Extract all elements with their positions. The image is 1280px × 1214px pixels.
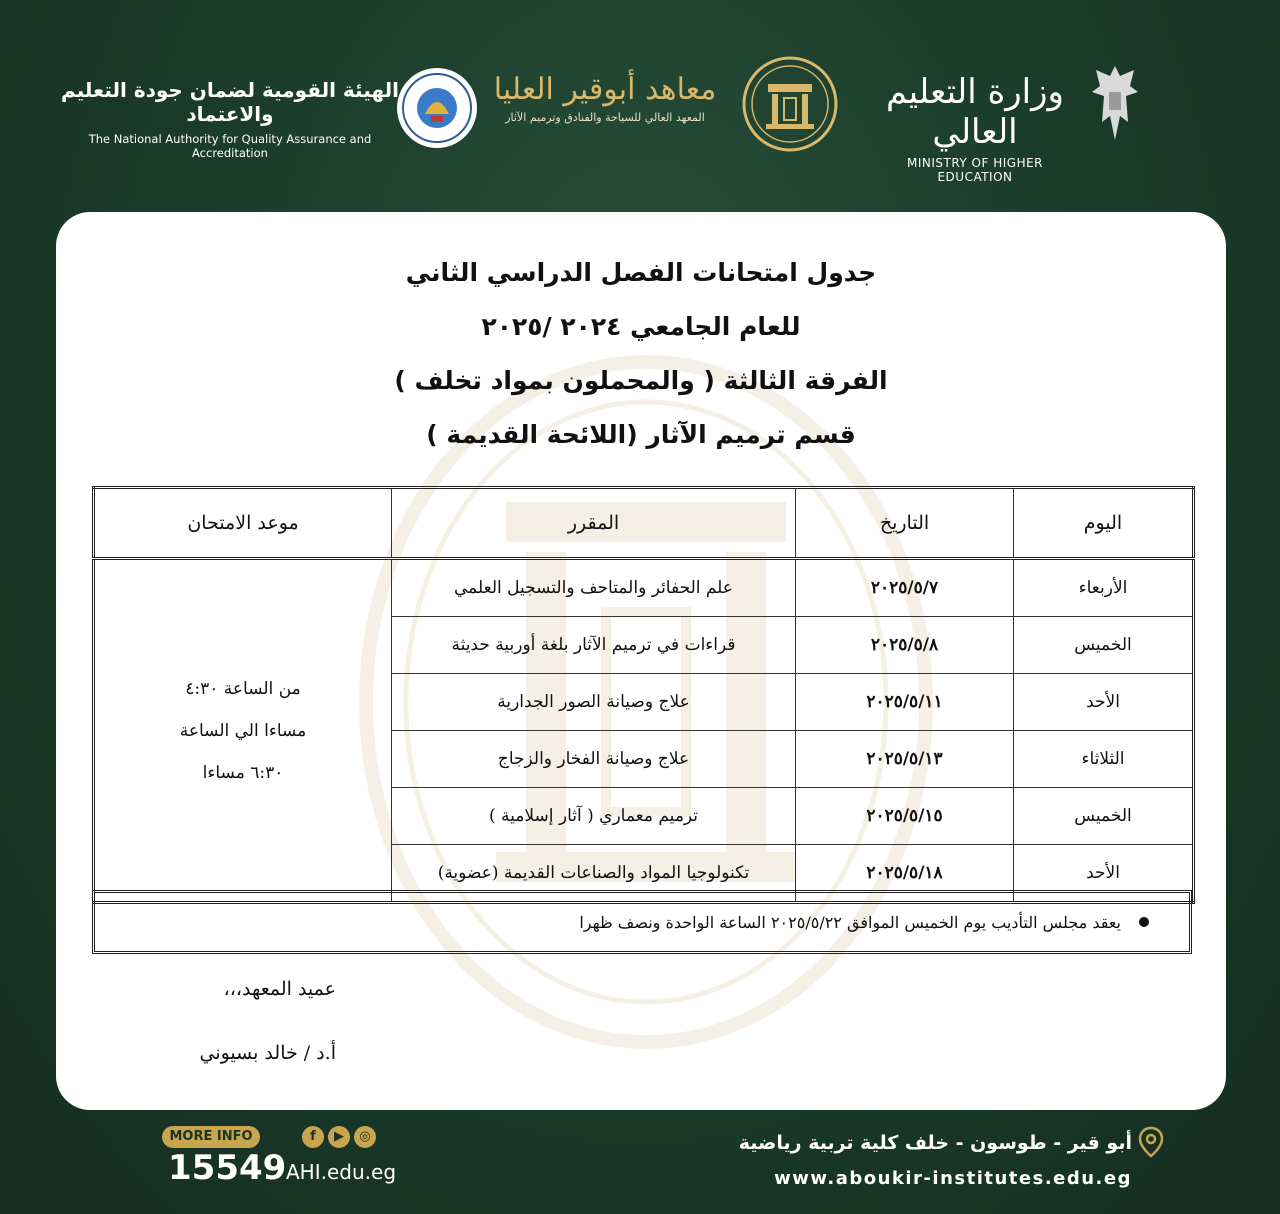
instagram-icon[interactable]: ◎ — [354, 1126, 376, 1148]
note-text: يعقد مجلس التأديب يوم الخميس الموافق ٢٠٢٥/٥/٢٢ الساعة الواحدة ونصف ظهرا — [579, 912, 1121, 932]
title-line-2: للعام الجامعي ٢٠٢٤ /٢٠٢٥ — [481, 312, 801, 341]
signature-role: عميد المعهد،،، — [223, 978, 336, 1000]
cell-date: ٢٠٢٥/٥/٨ — [796, 617, 1014, 674]
cell-date: ٢٠٢٥/٥/١٣ — [796, 731, 1014, 788]
ahi-temple-emblem-icon — [740, 54, 840, 154]
table-row — [94, 559, 1194, 617]
cell-course: علم الحفائر والمتاحف والتسجيل العلمي — [392, 559, 796, 617]
ministry-logo — [870, 50, 1080, 184]
cell-exam-time — [94, 559, 392, 903]
naqaae-name-ar: الهيئة القومية لضمان جودة التعليم والاعتماد — [61, 78, 399, 126]
schedule-card — [56, 212, 1226, 1110]
ministry-name-ar: وزارة التعليم العالي — [886, 72, 1064, 152]
naqaae-name-en: The National Authority for Quality Assurance and Accreditation — [88, 132, 372, 160]
eagle-emblem-icon — [1090, 62, 1140, 144]
hotline-number[interactable]: 15549 — [168, 1148, 287, 1188]
location-pin-icon — [1138, 1126, 1164, 1158]
cell-date: ٢٠٢٥/٥/١١ — [796, 674, 1014, 731]
title-line-3: الفرقة الثالثة ( والمحملون بمواد تخلف ) — [394, 366, 888, 395]
header — [0, 50, 1280, 184]
exam-time-line-2: مساءا الي الساعة — [179, 720, 307, 741]
institute-logo — [480, 50, 730, 160]
cell-day: الأحد — [1014, 845, 1194, 903]
youtube-icon[interactable]: ▶ — [328, 1126, 350, 1148]
cell-day: الخميس — [1014, 617, 1194, 674]
cell-course: علاج وصيانة الفخار والزجاج — [392, 731, 796, 788]
institute-name-ar: معاهد أبوقير العليا — [493, 72, 717, 107]
website-long-link[interactable]: www.aboukir-institutes.edu.eg — [774, 1168, 1132, 1189]
website-short-link[interactable]: AHI.edu.eg — [286, 1160, 397, 1184]
title-line-1: جدول امتحانات الفصل الدراسي الثاني — [405, 258, 877, 287]
bullet-icon — [1139, 917, 1149, 927]
title-line-4: قسم ترميم الآثار (اللائحة القديمة ) — [426, 420, 856, 449]
facebook-icon[interactable]: f — [302, 1126, 324, 1148]
cell-course: قراءات في ترميم الآثار بلغة أوربية حديثة — [392, 617, 796, 674]
institute-subtitle-ar: المعهد العالي للسياحة والفنادق وترميم الآثار — [505, 111, 705, 124]
cell-date: ٢٠٢٥/٥/١٥ — [796, 788, 1014, 845]
document-titles — [56, 246, 1226, 462]
ministry-name-en: MINISTRY OF HIGHER EDUCATION — [906, 156, 1044, 184]
cell-date: ٢٠٢٥/٥/١٨ — [796, 845, 1014, 903]
cell-day: الثلاثاء — [1014, 731, 1194, 788]
exam-time-line-1: من الساعة ٤:٣٠ — [185, 678, 301, 699]
exam-time-line-3: ٦:٣٠ مساءا — [202, 762, 284, 783]
header-day: اليوم — [1014, 488, 1194, 559]
address-text: أبو قير - طوسون - خلف كلية تربية رياضية — [738, 1132, 1132, 1154]
cell-day: الخميس — [1014, 788, 1194, 845]
cell-date: ٢٠٢٥/٥/٧ — [796, 559, 1014, 617]
social-icons — [302, 1126, 376, 1148]
header-course: المقرر — [392, 488, 796, 559]
disciplinary-note — [92, 890, 1192, 954]
footer — [0, 1118, 1280, 1214]
signature-name: أ.د / خالد بسيوني — [199, 1042, 336, 1064]
cell-day: الأربعاء — [1014, 559, 1194, 617]
naqaae-seal-icon — [395, 66, 479, 150]
header-time: موعد الامتحان — [94, 488, 392, 559]
header-date: التاريخ — [796, 488, 1014, 559]
naqaae-logo — [60, 50, 400, 160]
cell-day: الأحد — [1014, 674, 1194, 731]
cell-course: تكنولوجيا المواد والصناعات القديمة (عضوية) — [392, 845, 796, 903]
cell-course: علاج وصيانة الصور الجدارية — [392, 674, 796, 731]
cell-course: ترميم معماري ( آثار إسلامية ) — [392, 788, 796, 845]
more-info-badge: MORE INFO — [162, 1126, 260, 1148]
exam-schedule-table — [92, 486, 1195, 904]
table-header-row — [94, 488, 1194, 559]
